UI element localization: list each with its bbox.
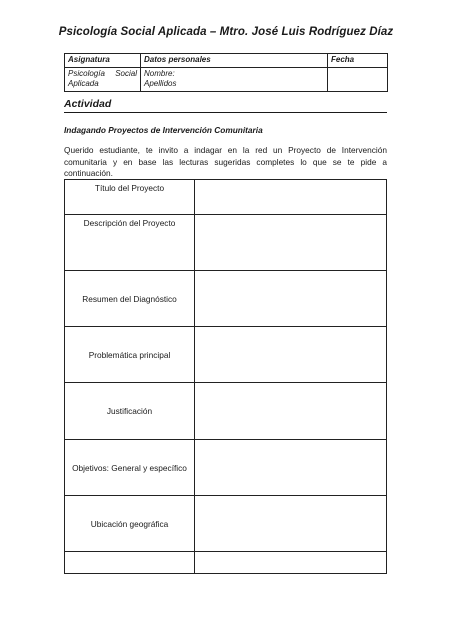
form-label-justification: Justificación: [65, 383, 195, 440]
form-label-problem: Problemática principal: [65, 327, 195, 383]
course-info-table: [64, 53, 388, 92]
project-form-table: [64, 179, 387, 574]
header-personal-data: Datos personales: [141, 54, 328, 68]
course-info-header-row: [65, 54, 388, 68]
form-field-extra[interactable]: [195, 552, 387, 574]
header-date: Fecha: [328, 54, 388, 68]
surname-label: Apellidos: [144, 79, 177, 88]
name-label: Nombre:: [144, 68, 175, 78]
personal-data-cell[interactable]: [141, 67, 328, 91]
form-field-problem[interactable]: [195, 327, 387, 383]
form-field-title[interactable]: [195, 180, 387, 215]
form-row-title: [65, 180, 387, 215]
form-row-location: [65, 496, 387, 552]
form-field-justification[interactable]: [195, 383, 387, 440]
form-field-description[interactable]: [195, 215, 387, 271]
form-row-objectives: [65, 440, 387, 496]
activity-subtitle: Indagando Proyectos de Intervención Comunitaria: [64, 125, 263, 135]
form-label-objectives: Objetivos: General y específico: [65, 440, 195, 496]
form-label-diagnosis: Resumen del Diagnóstico: [65, 271, 195, 327]
subject-value-line1: Psicología Social: [68, 68, 137, 78]
form-row-diagnosis: [65, 271, 387, 327]
instructions-paragraph: Querido estudiante, te invito a indagar en la red un Proyecto de Intervención comunitaria y en base las lecturas sugeridas completes lo que se te pide a continuación.: [64, 145, 387, 178]
form-field-objectives[interactable]: [195, 440, 387, 496]
subject-value-cell: [65, 67, 141, 91]
form-row-extra: [65, 552, 387, 574]
form-label-description: Descripción del Proyecto: [65, 215, 195, 271]
form-row-problem: [65, 327, 387, 383]
page-title: Psicología Social Aplicada – Mtro. José Luis Rodríguez Díaz: [58, 26, 394, 38]
form-row-justification: [65, 383, 387, 440]
header-subject: Asignatura: [65, 54, 141, 68]
subject-value-line2: Aplicada: [68, 79, 99, 88]
section-heading: Actividad: [64, 98, 387, 113]
form-row-description: [65, 215, 387, 271]
form-field-location[interactable]: [195, 496, 387, 552]
course-info-body-row: [65, 67, 388, 91]
form-label-extra: [65, 552, 195, 574]
form-field-diagnosis[interactable]: [195, 271, 387, 327]
form-label-location: Ubicación geográfica: [65, 496, 195, 552]
form-label-title: Título del Proyecto: [65, 180, 195, 215]
date-cell[interactable]: [328, 67, 388, 91]
